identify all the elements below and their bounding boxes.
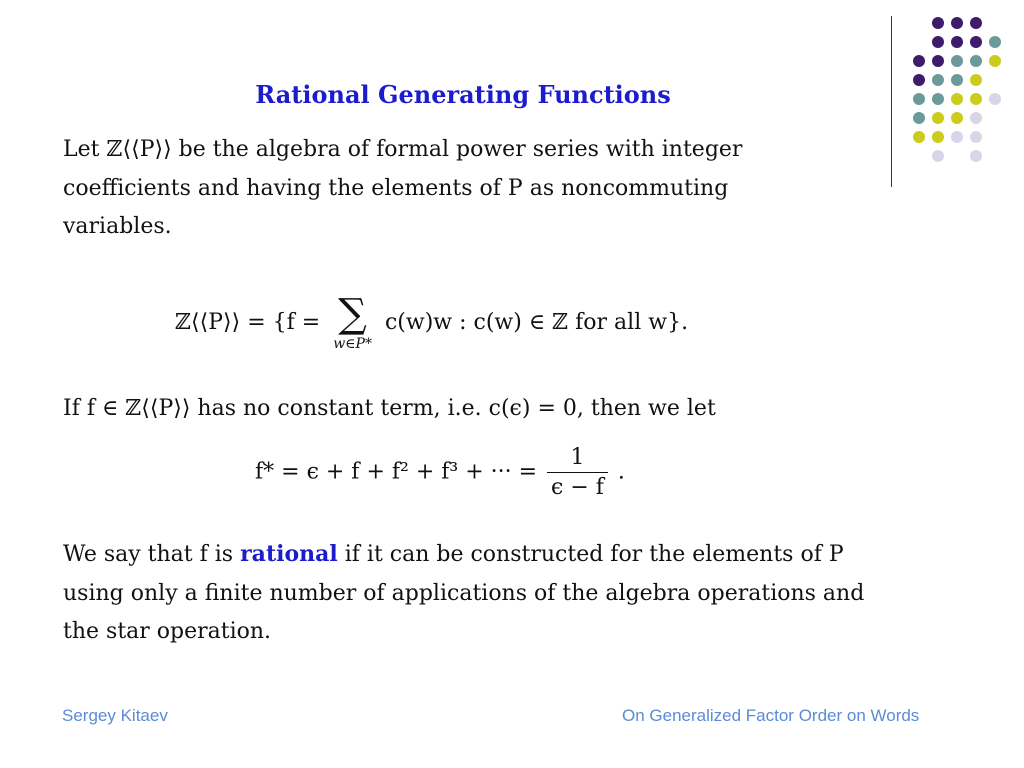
sum-index: w∈P*: [333, 336, 372, 352]
decorative-dot: [932, 74, 944, 86]
decorative-dot: [913, 55, 925, 67]
decorative-dot: [970, 93, 982, 105]
decorative-dot: [970, 17, 982, 29]
decorative-dot: [970, 112, 982, 124]
decorative-dot: [913, 93, 925, 105]
decorative-dot: [932, 112, 944, 124]
decorative-dot: [970, 55, 982, 67]
decorative-dot: [989, 36, 1001, 48]
decorative-dot: [932, 36, 944, 48]
star-operation-formula: [255, 445, 625, 500]
formula2-end: .: [617, 459, 625, 485]
decorative-dot: [989, 55, 1001, 67]
decorative-dot: [932, 55, 944, 67]
para3-after: if it can be constructed for the elements of P using only a finite number of applications of the algebra operations and the star operation.: [63, 542, 865, 644]
decorative-dot: [951, 55, 963, 67]
footer-talk-title: On Generalized Factor Order on Words: [622, 706, 920, 725]
intro-paragraph: Let ℤ⟨⟨P⟩⟩ be the algebra of formal power series with integer coefficients and having the elements of P as noncommuting variables.: [63, 137, 743, 239]
decorative-dot: [913, 112, 925, 124]
footer-author: Sergey Kitaev: [62, 706, 168, 725]
fraction-denominator: ϵ − f: [551, 475, 604, 500]
fraction: [547, 445, 608, 500]
rational-definition-paragraph: [63, 535, 883, 652]
para3-before: We say that f is: [63, 542, 234, 567]
decorative-dot: [951, 131, 963, 143]
decorative-dot: [989, 93, 1001, 105]
decorative-dot: [932, 131, 944, 143]
constant-term-paragraph: If f ∈ ℤ⟨⟨P⟩⟩ has no constant term, i.e. c(ϵ) = 0, then we let: [63, 396, 716, 421]
formula2-left: f* = ϵ + f + f² + f³ + ··· =: [255, 459, 545, 485]
decorative-dot: [970, 131, 982, 143]
formula1-right: c(w)w : c(w) ∈ ℤ for all w}.: [384, 310, 689, 335]
slide-title: Rational Generating Functions: [255, 80, 671, 109]
decorative-dot: [970, 36, 982, 48]
sigma-symbol: ∑: [338, 291, 367, 337]
decorative-dot: [951, 36, 963, 48]
decorative-dot: [932, 93, 944, 105]
decorative-divider: [891, 16, 892, 187]
decorative-dot: [932, 150, 944, 162]
series-definition-formula: [175, 291, 689, 352]
rational-term: rational: [240, 541, 338, 567]
decorative-dot: [970, 74, 982, 86]
formula1-left: ℤ⟨⟨P⟩⟩ = {f =: [175, 310, 328, 335]
decorative-dot: [951, 112, 963, 124]
decorative-dot: [932, 17, 944, 29]
decorative-dot: [951, 74, 963, 86]
summation: [333, 291, 372, 352]
decorative-dot: [951, 17, 963, 29]
decorative-dot: [951, 93, 963, 105]
decorative-dot: [913, 74, 925, 86]
decorative-dot: [913, 131, 925, 143]
decorative-dot: [970, 150, 982, 162]
fraction-numerator: 1: [547, 445, 608, 473]
